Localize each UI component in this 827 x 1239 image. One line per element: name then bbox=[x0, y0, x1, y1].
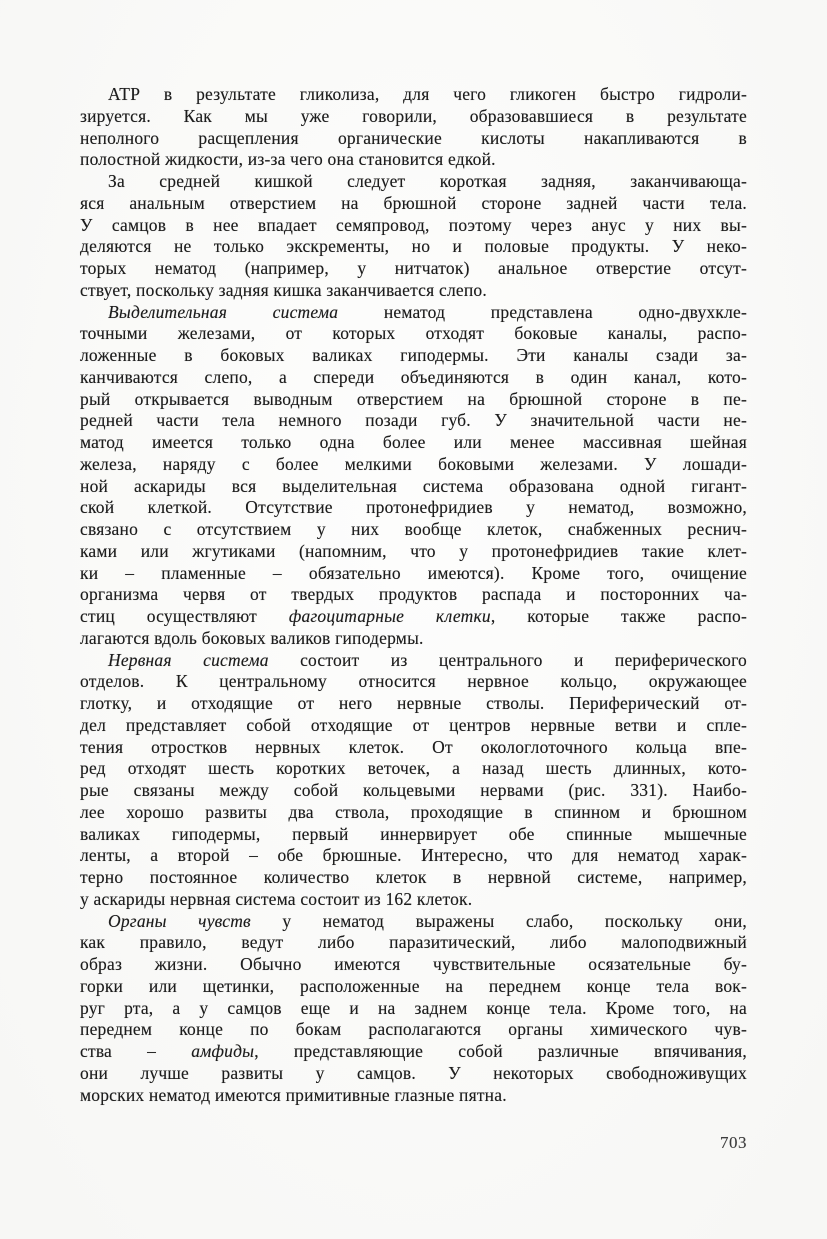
text-segment: нематод представлена одно-двухкле- bbox=[338, 301, 748, 322]
text-line bbox=[80, 954, 747, 976]
text-line bbox=[80, 454, 747, 476]
text-line bbox=[80, 128, 747, 150]
text-line bbox=[80, 780, 747, 802]
text-line bbox=[80, 323, 747, 345]
text-segment: , представляющие собой различные впячивания, bbox=[254, 1041, 747, 1061]
text-segment: ной аскариды вся выделительная система образована одной гигант- bbox=[80, 475, 747, 496]
page-number: 703 bbox=[720, 1133, 747, 1152]
text-line bbox=[80, 215, 747, 237]
text-line bbox=[80, 628, 747, 650]
text-line bbox=[80, 845, 747, 867]
text-line bbox=[80, 367, 747, 389]
text-line bbox=[80, 867, 747, 889]
text-segment: руг рта, а у самцов еще и на заднем конце тела. Кроме того, на bbox=[80, 997, 747, 1018]
text-segment: полостной жидкости, из-за чего она становится едкой. bbox=[80, 149, 496, 170]
text-segment: ред отходят шесть коротких веточек, а назад шесть длинных, кото- bbox=[80, 758, 747, 779]
text-segment: АТР в результате гликолиза, для чего гликоген быстро гидроли- bbox=[108, 84, 747, 104]
text-line bbox=[80, 584, 747, 606]
text-segment: рые связаны между собой кольцевыми нервами (рис. 331). Наибо- bbox=[80, 780, 747, 800]
text-segment: ства – bbox=[80, 1041, 192, 1061]
text-line bbox=[80, 824, 747, 846]
text-segment: морских нематод имеются примитивные глазные пятна. bbox=[80, 1084, 507, 1105]
text-line bbox=[80, 1063, 747, 1085]
text-segment: У самцов в нее впадает семяпровод, поэтому через анус у них вы- bbox=[80, 214, 747, 235]
text-line bbox=[80, 432, 747, 454]
text-line bbox=[80, 889, 747, 911]
text-segment: ки – пламенные – обязательно имеются). Кроме того, очищение bbox=[80, 562, 747, 583]
text-segment: торых нематод (например, у нитчаток) анальное отверстие отсут- bbox=[80, 258, 747, 278]
text-line bbox=[80, 671, 747, 693]
text-line bbox=[80, 193, 747, 215]
text-line bbox=[80, 606, 747, 628]
text-line bbox=[80, 737, 747, 759]
text-segment: точными железами, от которых отходят боковые каналы, распо- bbox=[80, 323, 747, 344]
text-segment: как правило, ведут либо паразитический, либо малоподвижный bbox=[80, 932, 747, 953]
text-segment: горки или щетинки, расположенные на переднем конце тела вок- bbox=[80, 975, 747, 996]
text-line bbox=[80, 715, 747, 737]
text-segment: , которые также распо- bbox=[490, 606, 748, 626]
text-line bbox=[80, 410, 747, 432]
text-segment: связано с отсутствием у них вообще клеток, снабженных реснич- bbox=[80, 519, 747, 539]
italic-term: амфиды bbox=[191, 1041, 255, 1061]
text-segment: За средней кишкой следует короткая задняя, заканчивающа- bbox=[108, 171, 747, 191]
text-segment: ложенные в боковых валиках гиподермы. Эти каналы сзади за- bbox=[80, 345, 747, 365]
text-line bbox=[80, 998, 747, 1020]
text-segment: матод имеется только одна более или менее массивная шейная bbox=[80, 432, 747, 452]
italic-term: Выделительная система bbox=[108, 301, 339, 322]
text-line bbox=[80, 758, 747, 780]
text-line bbox=[80, 149, 747, 171]
text-segment: ками или жгутиками (напомним, что у протонефридиев такие клет- bbox=[80, 540, 747, 561]
text-segment: образ жизни. Обычно имеются чувствительные осязательные бу- bbox=[80, 954, 747, 974]
text-line bbox=[80, 171, 747, 193]
text-segment: яся анальным отверстием на брюшной стороне задней части тела. bbox=[80, 192, 747, 213]
text-segment: валиках гиподермы, первый иннервирует обе спинные мышечные bbox=[80, 823, 747, 844]
text-segment: ствует, поскольку задняя кишка заканчивается слепо. bbox=[80, 279, 487, 300]
text-segment: у аскариды нервная система состоит из 162 клеток. bbox=[80, 888, 473, 909]
text-line bbox=[80, 497, 747, 519]
italic-term: фагоцитарные клетки bbox=[288, 606, 491, 626]
text-segment: рый открывается выводным отверстием на брюшной стороне в пе- bbox=[80, 388, 747, 409]
text-line bbox=[80, 302, 747, 324]
text-segment: лагаются вдоль боковых валиков гиподермы. bbox=[80, 627, 424, 648]
text-segment: железа, наряду с более мелкими боковыми железами. У лошади- bbox=[80, 453, 747, 474]
text-segment: редней части тела немного позади губ. У значительной части не- bbox=[80, 410, 747, 431]
text-segment: ленты, а второй – обе брюшные. Интересно, что для нематод харак- bbox=[80, 845, 747, 866]
text-segment: канчиваются слепо, а спереди объединяются в один канал, кото- bbox=[80, 366, 747, 387]
text-segment: у нематод выражены слабо, поскольку они, bbox=[250, 910, 747, 931]
text-segment: организма червя от твердых продуктов распада и посторонних ча- bbox=[80, 584, 747, 605]
text-line bbox=[80, 976, 747, 998]
text-line bbox=[80, 932, 747, 954]
text-line bbox=[80, 563, 747, 585]
italic-term: Органы чувств bbox=[108, 910, 251, 931]
text-line bbox=[80, 650, 747, 672]
text-line bbox=[80, 1019, 747, 1041]
text-line bbox=[80, 476, 747, 498]
text-segment: лее хорошо развиты два ствола, проходящие в спинном и брюшном bbox=[80, 801, 747, 822]
text-line bbox=[80, 911, 747, 933]
text-line bbox=[80, 236, 747, 258]
text-line bbox=[80, 258, 747, 280]
text-line bbox=[80, 389, 747, 411]
text-segment: стиц осуществляют bbox=[80, 606, 289, 626]
text-segment: переднем конце по бокам располагаются органы химического чув- bbox=[80, 1019, 747, 1040]
text-line bbox=[80, 1041, 747, 1063]
text-segment: тения отростков нервных клеток. От окологлоточного кольца впе- bbox=[80, 736, 747, 757]
text-segment: ской клеткой. Отсутствие протонефридиев у нематод, возможно, bbox=[80, 497, 747, 518]
text-line bbox=[80, 693, 747, 715]
text-line bbox=[80, 280, 747, 302]
text-segment: неполного расщепления органические кислоты накапливаются в bbox=[80, 127, 747, 148]
text-line bbox=[80, 519, 747, 541]
body-text bbox=[80, 84, 747, 1106]
text-segment: отделов. К центральному относится нервное кольцо, окружающее bbox=[80, 671, 747, 692]
text-segment: глотку, и отходящие от него нервные стволы. Периферический от- bbox=[80, 693, 747, 713]
italic-term: Нервная система bbox=[108, 649, 269, 670]
text-line bbox=[80, 802, 747, 824]
text-segment: деляются не только экскременты, но и половые продукты. У неко- bbox=[80, 236, 747, 257]
text-line bbox=[80, 541, 747, 563]
text-line bbox=[80, 84, 747, 106]
text-line bbox=[80, 345, 747, 367]
text-segment: зируется. Как мы уже говорили, образовавшиеся в результате bbox=[80, 105, 747, 126]
text-segment: терно постоянное количество клеток в нервной системе, например, bbox=[80, 867, 747, 887]
text-line bbox=[80, 1085, 747, 1107]
text-line bbox=[80, 106, 747, 128]
text-segment: дел представляет собой отходящие от центров нервные ветви и спле- bbox=[80, 714, 747, 735]
text-segment: состоит из центрального и периферического bbox=[268, 649, 747, 670]
text-segment: они лучше развиты у самцов. У некоторых свободноживущих bbox=[80, 1062, 747, 1083]
